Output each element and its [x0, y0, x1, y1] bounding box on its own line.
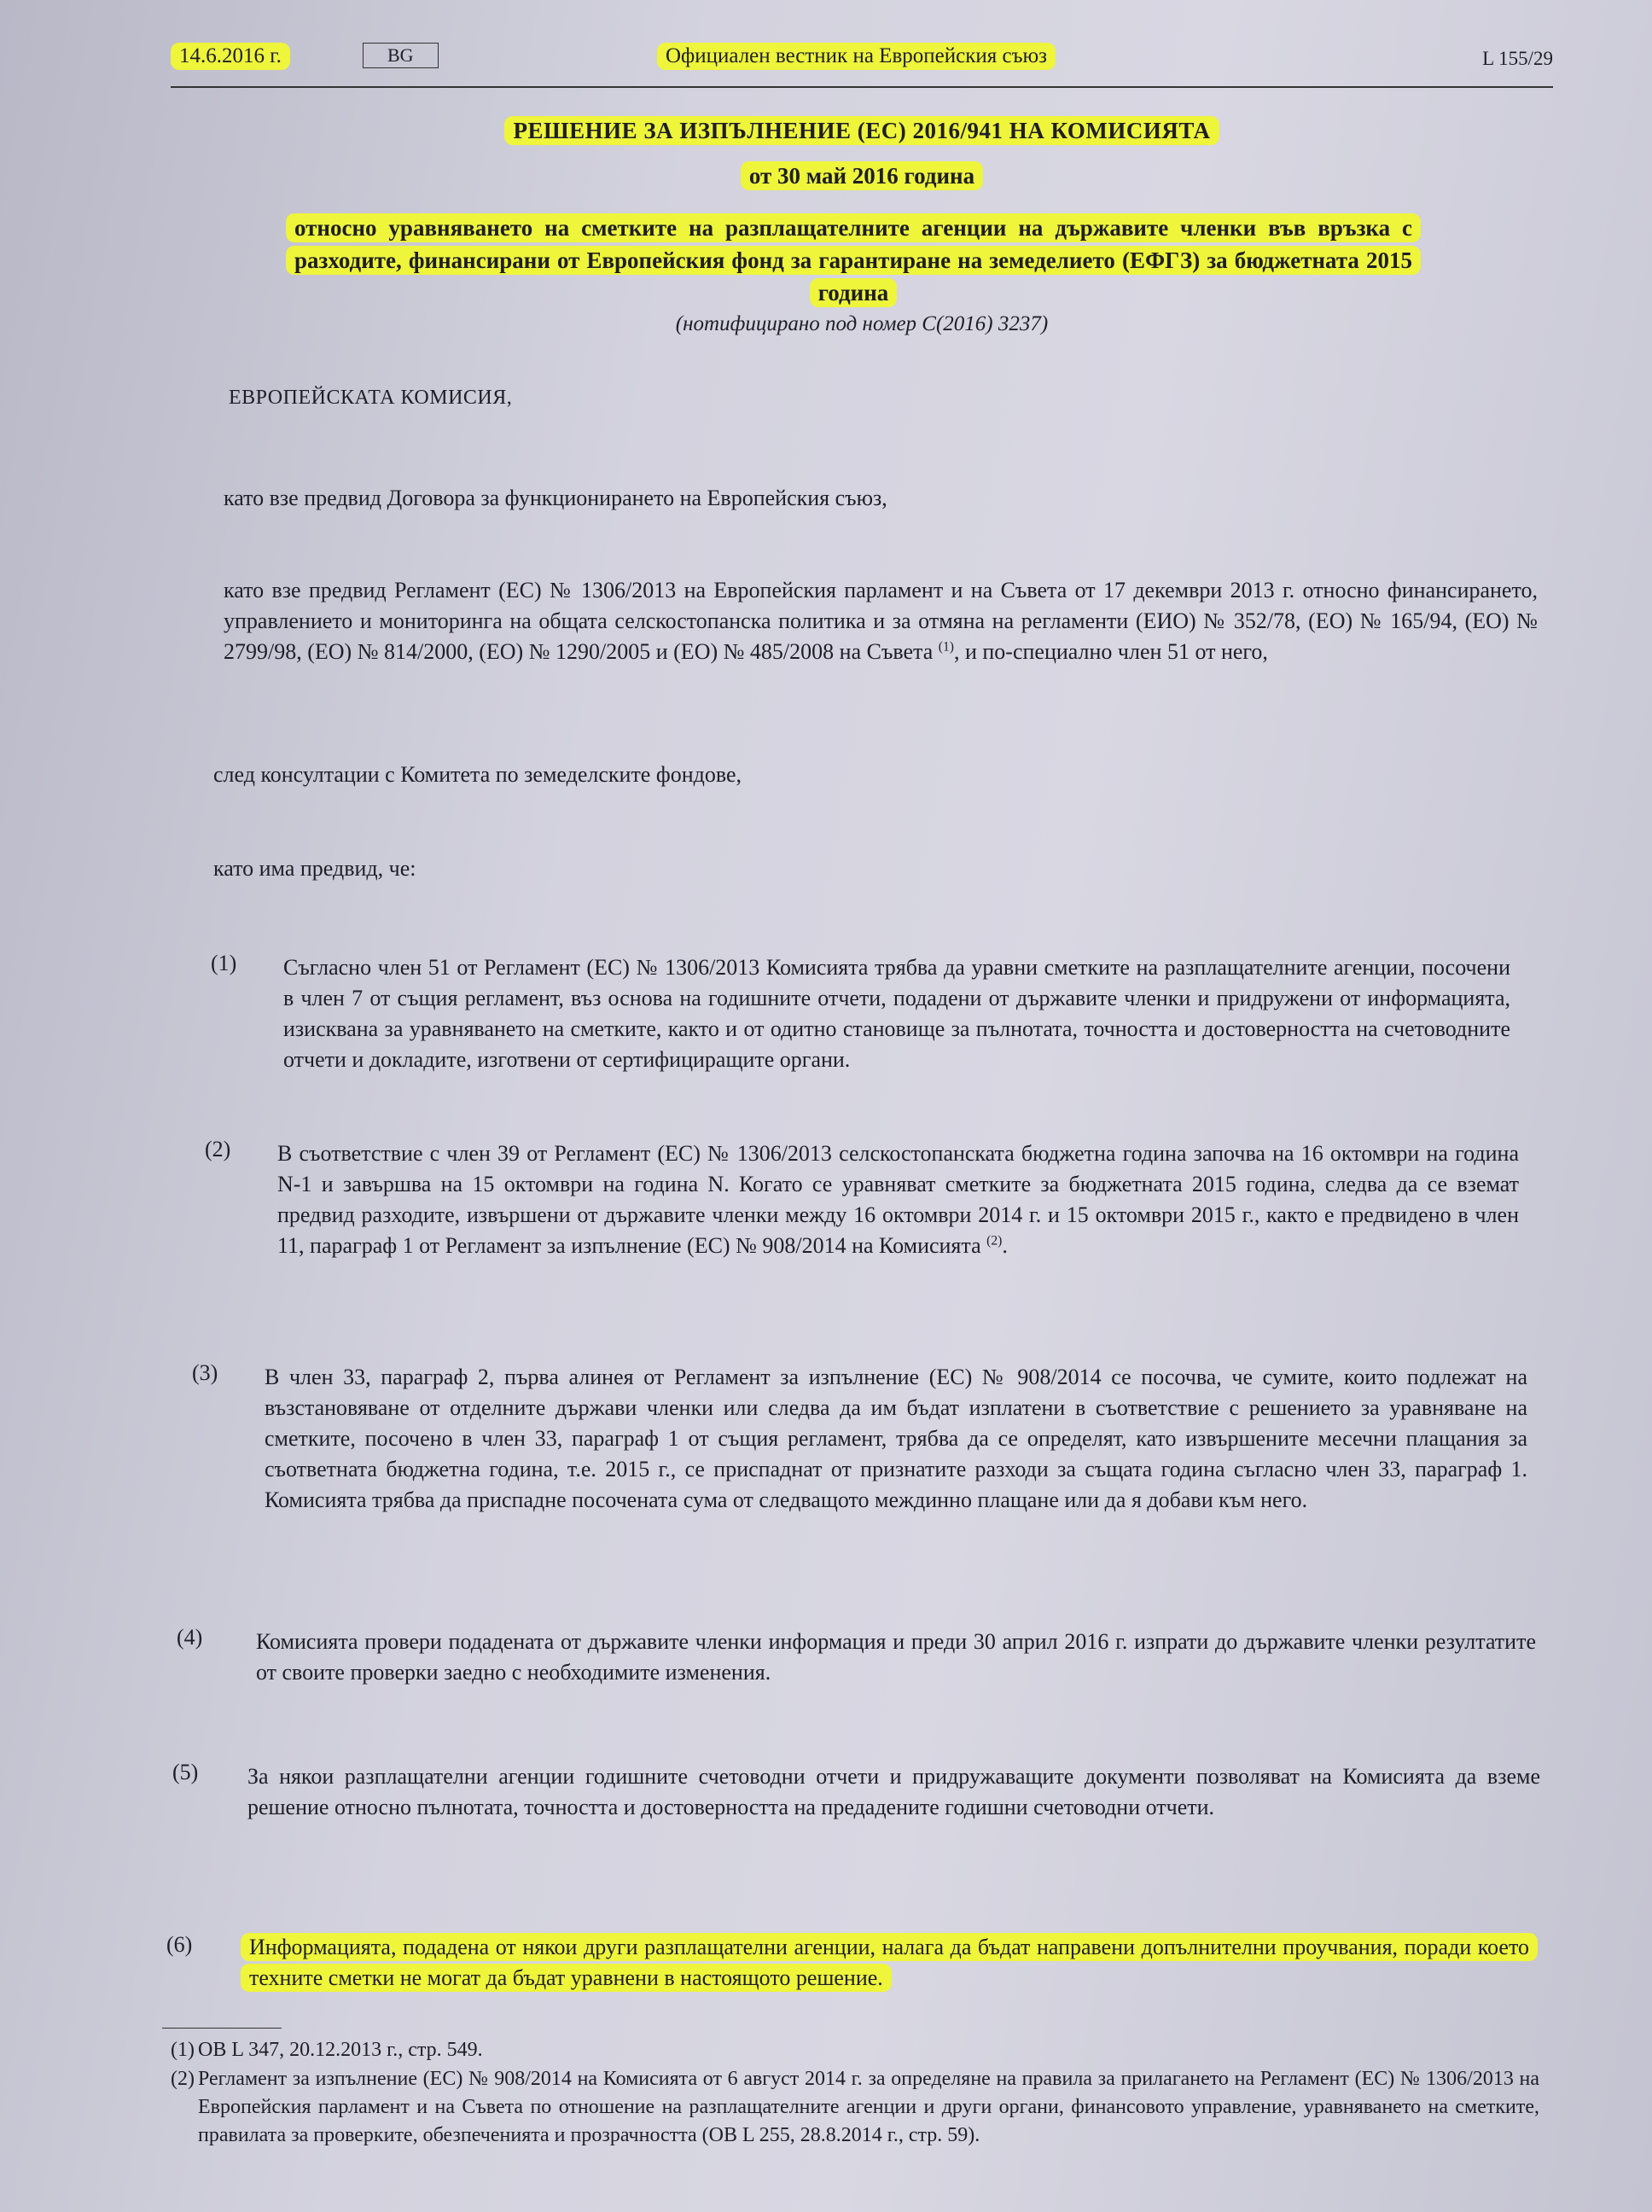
regulation-end: , и по-специално член 51 от него, — [953, 639, 1268, 664]
recital-text — [241, 1932, 1538, 1994]
footnote-mark: (2) — [171, 2068, 195, 2090]
footnote-divider — [162, 2028, 282, 2029]
recital-number: (4) — [177, 1625, 203, 1650]
title-line: РЕШЕНИЕ ЗА ИЗПЪЛНЕНИЕ (ЕС) 2016/941 НА КОМИСИЯТА — [504, 116, 1219, 145]
recital-2-body: В съответствие с член 39 от Регламент (ЕС) № 1306/2013 селскостопанската бюджетна година започва на 16 октомври на година N-1 и завършва на 15 октомври на година N. Когато се уравняват сметките за бюджетната 2015 година, следва да се вземат предвид разходите, извършени от държавите членки между 16 октомври 2014 г. и 15 октомври 2015 г., както е предвидено в член 11, параграф 1 от Регламент за изпълнение (ЕС) № 908/2014 на Комисията — [277, 1141, 1519, 1258]
title-date: от 30 май 2016 година — [741, 161, 983, 190]
footnote-text: ОВ L 347, 20.12.2013 г., стр. 549. — [198, 2039, 483, 2061]
footnote-2 — [171, 2065, 1539, 2150]
footnote-mark: (1) — [171, 2039, 195, 2061]
decision-title — [171, 118, 1553, 189]
commission-heading: ЕВРОПЕЙСКАТА КОМИСИЯ, — [229, 387, 513, 409]
header-divider — [171, 86, 1553, 88]
footnote-text: Регламент за изпълнение (ЕС) № 908/2014 на Комисията от 6 август 2014 г. за определяне на правила за прилагането на Регламент (ЕС) № 1306/2013 на Европейския парламент и на Съвета по отношение на разплащателните агенции и други органи, финансовото управление, уравняването на сметките, правилата за проверките, обезпеченията и прозрачността (ОВ L 255, 28.8.2014 г., стр. 59). — [198, 2068, 1539, 2146]
recital-number: (3) — [192, 1360, 218, 1385]
regulation-text: като взе предвид Регламент (ЕС) № 1306/2013 на Европейския парламент и на Съвета от 17 декември 2013 г. относно финансирането, управлението и мониторинга на общата селскостопанска политика и за отмяна на регламенти (ЕИО) № 352/78, (ЕО) № 165/94, (ЕО) № 2799/98, (ЕО) № 814/2000, (ЕО) № 1290/2005 и (ЕО) № 485/2008 на Съвета — [224, 578, 1538, 664]
recital-text: В член 33, параграф 2, първа алинея от Регламент за изпълнение (ЕС) № 908/2014 се посочва, че сумите, които подлежат на възстановяване от отделните държави членки или следва да им бъдат изплатени в съответствие с решението за уравняване на сметките, посочено в член 33, параграф 1 от същия регламент, трябва да се определят, като извършените месечни плащания за съответната бюджетна година, т.е. 2015 г., се приспаднат от признатите разходи за същата година съгласно член 33, параграф 1. Комисията трябва да приспадне посочената сума от следващото междинно плащане или да я добави към него. — [265, 1365, 1527, 1512]
recital-text: Съгласно член 51 от Регламент (ЕС) № 1306/2013 Комисията трябва да уравни сметките на разплащателните агенции, посочени в член 7 от същия регламент, въз основа на годишните отчети, подадени от държавите членки и придружени от информацията, изисквана за уравняването на сметките, както и от одитно становище за пълнотата, точността и достоверността на счетоводните отчети и докладите, изготвени от сертифициращите органи. — [283, 955, 1510, 1072]
recital-2-end: . — [1002, 1233, 1008, 1258]
recital-text — [277, 1138, 1519, 1261]
language-badge: BG — [363, 43, 439, 68]
journal-header — [171, 38, 1553, 82]
journal-name: Официален вестник на Европейския съюз — [657, 43, 1056, 70]
recital-number: (1) — [211, 951, 237, 975]
preamble-regulation — [224, 575, 1538, 667]
notification-number: (нотифицирано под номер С(2016) 3237) — [675, 312, 1049, 335]
recital-text: Комисията провери подадената от държавите членки информация и преди 30 април 2016 г. изпрати до държавите членки резултатите от своите проверки заедно с необходимите изменения. — [256, 1629, 1536, 1685]
footnote-ref-2: (2) — [986, 1233, 1003, 1249]
recital-6-highlighted: Информацията, подадена от някои други разплащателни агенции, налага да бъдат направени допълнителни проучвания, поради което техните сметки не могат да бъдат уравнени в настоящото решение. — [241, 1933, 1538, 1992]
recital-number: (2) — [205, 1137, 231, 1161]
footnote-ref-1: (1) — [938, 639, 954, 655]
preamble-whereas: като има предвид, че: — [213, 856, 416, 881]
page-number: L 155/29 — [1482, 48, 1553, 69]
preamble-treaty: като взе предвид Договора за функционирането на Европейския съюз, — [224, 486, 887, 510]
publication-date: 14.6.2016 г. — [171, 43, 290, 70]
decision-subject — [286, 212, 1421, 309]
recital-text: За някои разплащателни агенции годишните счетоводни отчети и придружаващите документи позволяват на Комисията да вземе решение относно пълнотата, точността и достоверността на предадените годишни счетоводни отчети. — [247, 1764, 1540, 1819]
recital-number: (6) — [166, 1932, 193, 1957]
subject-text: относно уравняването на сметките на разплащателните агенции на държавите членки във връзка с разходите, финансирани от Европейския фонд за гарантиране на земеделието (ЕФГЗ) за бюджетната 2015 година — [286, 213, 1421, 307]
recital-number: (5) — [172, 1760, 199, 1784]
preamble-consultation: след консултации с Комитета по земеделските фондове, — [213, 762, 742, 787]
footnote-1 — [171, 2036, 1538, 2064]
